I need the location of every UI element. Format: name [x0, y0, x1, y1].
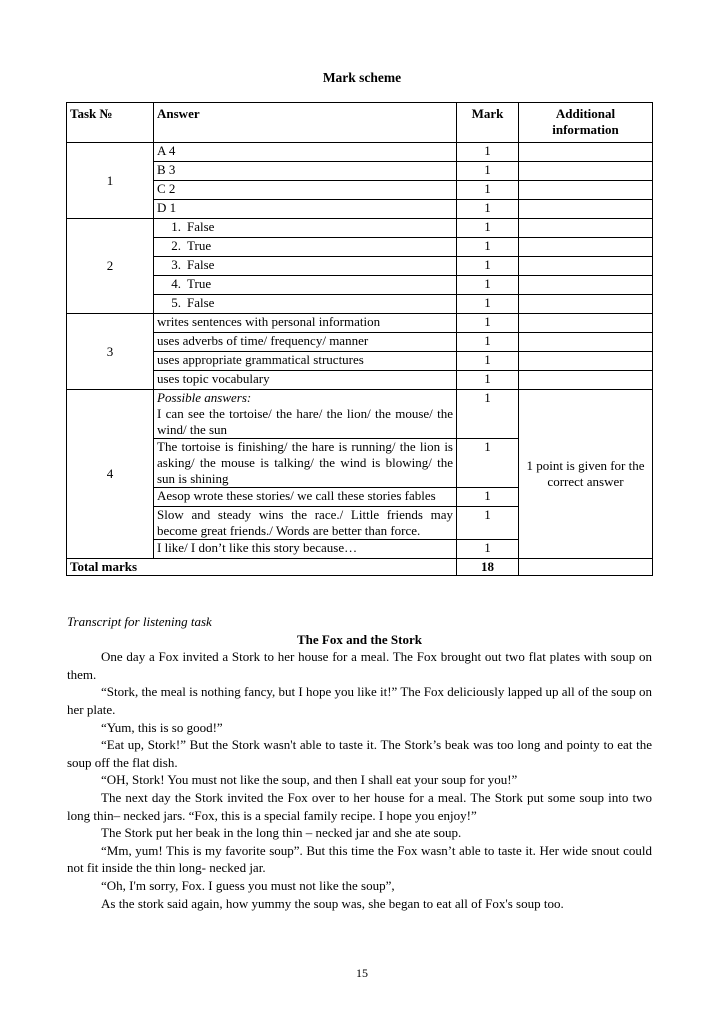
answer-cell — [154, 488, 457, 507]
additional-info-cell — [519, 371, 653, 390]
table-row — [67, 390, 653, 439]
answer-cell — [154, 439, 457, 488]
header-task: Task № — [67, 103, 154, 143]
header-answer: Answer — [154, 103, 457, 143]
total-value: 18 — [457, 559, 519, 576]
story-paragraph: The next day the Stork invited the Fox over to her house for a meal. The Stork put some soup into two long thin– necked jars. “Fox, this is a special family recipe. I hope you enjoy!” — [67, 789, 652, 823]
answer-number: 3. — [171, 257, 181, 272]
additional-info-cell — [519, 219, 653, 238]
header-additional-info: Additional information — [519, 103, 653, 143]
answer-text: Aesop wrote these stories/ we call these stories fables — [157, 488, 436, 503]
mark-cell: 1 — [457, 488, 519, 507]
answer-text: D 1 — [157, 200, 177, 215]
mark-cell: 1 — [457, 333, 519, 352]
table-row — [67, 314, 653, 333]
additional-info-cell — [519, 181, 653, 200]
answer-text: True — [187, 276, 212, 291]
table-row — [67, 143, 653, 162]
story-paragraph: As the stork said again, how yummy the soup was, she began to eat all of Fox's soup too. — [101, 895, 564, 911]
answer-text: False — [187, 257, 215, 272]
task-number-cell: 1 — [67, 143, 154, 219]
mark-cell: 1 — [457, 507, 519, 540]
additional-info-cell — [519, 238, 653, 257]
story-paragraph: The Stork put her beak in the long thin – necked jar and she ate soup. — [101, 825, 462, 841]
answer-number: 1. — [171, 219, 181, 234]
additional-info-cell — [519, 162, 653, 181]
answer-cell — [154, 507, 457, 540]
answer-text: False — [187, 219, 215, 234]
answer-text: uses appropriate grammatical structures — [157, 352, 364, 367]
story-paragraph: “Eat up, Stork!” But the Stork wasn't able to taste it. The Stork’s beak was too long and pointy to eat the soup off the flat dish. — [67, 737, 652, 770]
answer-cell — [154, 219, 457, 238]
total-info-cell — [519, 559, 653, 576]
story-paragraph: “OH, Stork! You must not like the soup, and then I shall eat your soup for you!” — [101, 772, 518, 788]
answer-cell — [154, 295, 457, 314]
answer-cell — [154, 162, 457, 181]
table-row — [67, 295, 653, 314]
additional-info-cell — [519, 333, 653, 352]
answer-cell — [154, 352, 457, 371]
answer-text: The tortoise is finishing/ the hare is running/ the lion is asking/ the mouse is talking/ the wind is blowing/ the sun is shining — [157, 439, 453, 486]
total-row — [67, 559, 653, 576]
answer-cell — [154, 143, 457, 162]
mark-cell: 1 — [457, 143, 519, 162]
answer-text: B 3 — [157, 162, 176, 177]
answer-number: 2. — [171, 238, 181, 253]
table-row — [67, 333, 653, 352]
mark-cell: 1 — [457, 162, 519, 181]
mark-cell: 1 — [457, 352, 519, 371]
header-mark: Mark — [457, 103, 519, 143]
answer-text: I like/ I don’t like this story because… — [157, 540, 358, 555]
answer-text: Slow and steady wins the race./ Little friends may become great friends./ Words are better than force. — [157, 507, 453, 538]
additional-info-cell: 1 point is given for the correct answer — [519, 390, 653, 559]
transcript-label: Transcript for listening task — [67, 614, 212, 629]
answer-cell — [154, 257, 457, 276]
table-row — [67, 276, 653, 295]
story-paragraph: One day a Fox invited a Stork to her house for a meal. The Fox brought out two flat plates with soup on them. — [67, 649, 652, 682]
story-text — [67, 648, 652, 912]
mark-cell: 1 — [457, 390, 519, 439]
table-header-row — [67, 103, 653, 143]
answer-text: True — [187, 238, 212, 253]
task-number-cell: 2 — [67, 219, 154, 314]
mark-cell: 1 — [457, 439, 519, 488]
table-row — [67, 219, 653, 238]
additional-info-cell — [519, 143, 653, 162]
table-row — [67, 352, 653, 371]
story-paragraph: “Stork, the meal is nothing fancy, but I hope you like it!” The Fox deliciously lapped up all of the soup on her plate. — [67, 684, 652, 717]
mark-cell: 1 — [457, 181, 519, 200]
mark-cell: 1 — [457, 200, 519, 219]
story-paragraph: “Oh, I'm sorry, Fox. I guess you must not like the soup”, — [101, 877, 395, 893]
answer-cell — [154, 238, 457, 257]
story-paragraph: “Mm, yum! This is my favorite soup”. But this time the Fox wasn’t able to taste it. Her wide snout could not fit inside the thin long- necked jar. — [67, 842, 652, 876]
answer-text: I can see the tortoise/ the hare/ the lion/ the mouse/ the wind/ the sun — [157, 406, 453, 437]
page-title: Mark scheme — [322, 70, 402, 85]
additional-info-cell — [519, 257, 653, 276]
table-row — [67, 238, 653, 257]
task-number-cell: 3 — [67, 314, 154, 390]
mark-cell: 1 — [457, 540, 519, 559]
additional-info-cell — [519, 200, 653, 219]
story-title: The Fox and the Stork — [297, 631, 422, 647]
answer-cell — [154, 276, 457, 295]
additional-info-cell — [519, 295, 653, 314]
mark-cell: 1 — [457, 257, 519, 276]
story-paragraph: “Yum, this is so good!” — [101, 719, 223, 735]
additional-info-cell — [519, 314, 653, 333]
page-number: 15 — [356, 966, 368, 980]
answer-text: False — [187, 295, 215, 310]
mark-cell: 1 — [457, 314, 519, 333]
mark-cell: 1 — [457, 276, 519, 295]
task-number-cell: 4 — [67, 390, 154, 559]
answer-text: uses adverbs of time/ frequency/ manner — [157, 333, 369, 348]
answer-number: 4. — [171, 276, 181, 291]
answer-cell — [154, 390, 457, 439]
mark-cell: 1 — [457, 238, 519, 257]
mark-cell: 1 — [457, 295, 519, 314]
table-row — [67, 162, 653, 181]
table-row — [67, 371, 653, 390]
answer-cell — [154, 314, 457, 333]
answer-number: 5. — [171, 295, 181, 310]
table-row — [67, 181, 653, 200]
additional-info-cell — [519, 352, 653, 371]
additional-info-cell — [519, 276, 653, 295]
answer-text: writes sentences with personal information — [157, 314, 381, 329]
answer-cell — [154, 540, 457, 559]
transcript-section — [67, 613, 652, 912]
answer-text: C 2 — [157, 181, 176, 196]
answer-cell — [154, 181, 457, 200]
mark-scheme-table — [66, 102, 653, 576]
table-body — [67, 143, 653, 576]
answer-text: uses topic vocabulary — [157, 371, 270, 386]
answer-cell — [154, 333, 457, 352]
mark-cell: 1 — [457, 371, 519, 390]
answer-lead: Possible answers: — [157, 390, 252, 405]
answer-cell — [154, 200, 457, 219]
total-label: Total marks — [67, 559, 457, 576]
table-row — [67, 257, 653, 276]
answer-text: A 4 — [157, 143, 176, 158]
answer-cell — [154, 371, 457, 390]
mark-cell: 1 — [457, 219, 519, 238]
table-row — [67, 200, 653, 219]
